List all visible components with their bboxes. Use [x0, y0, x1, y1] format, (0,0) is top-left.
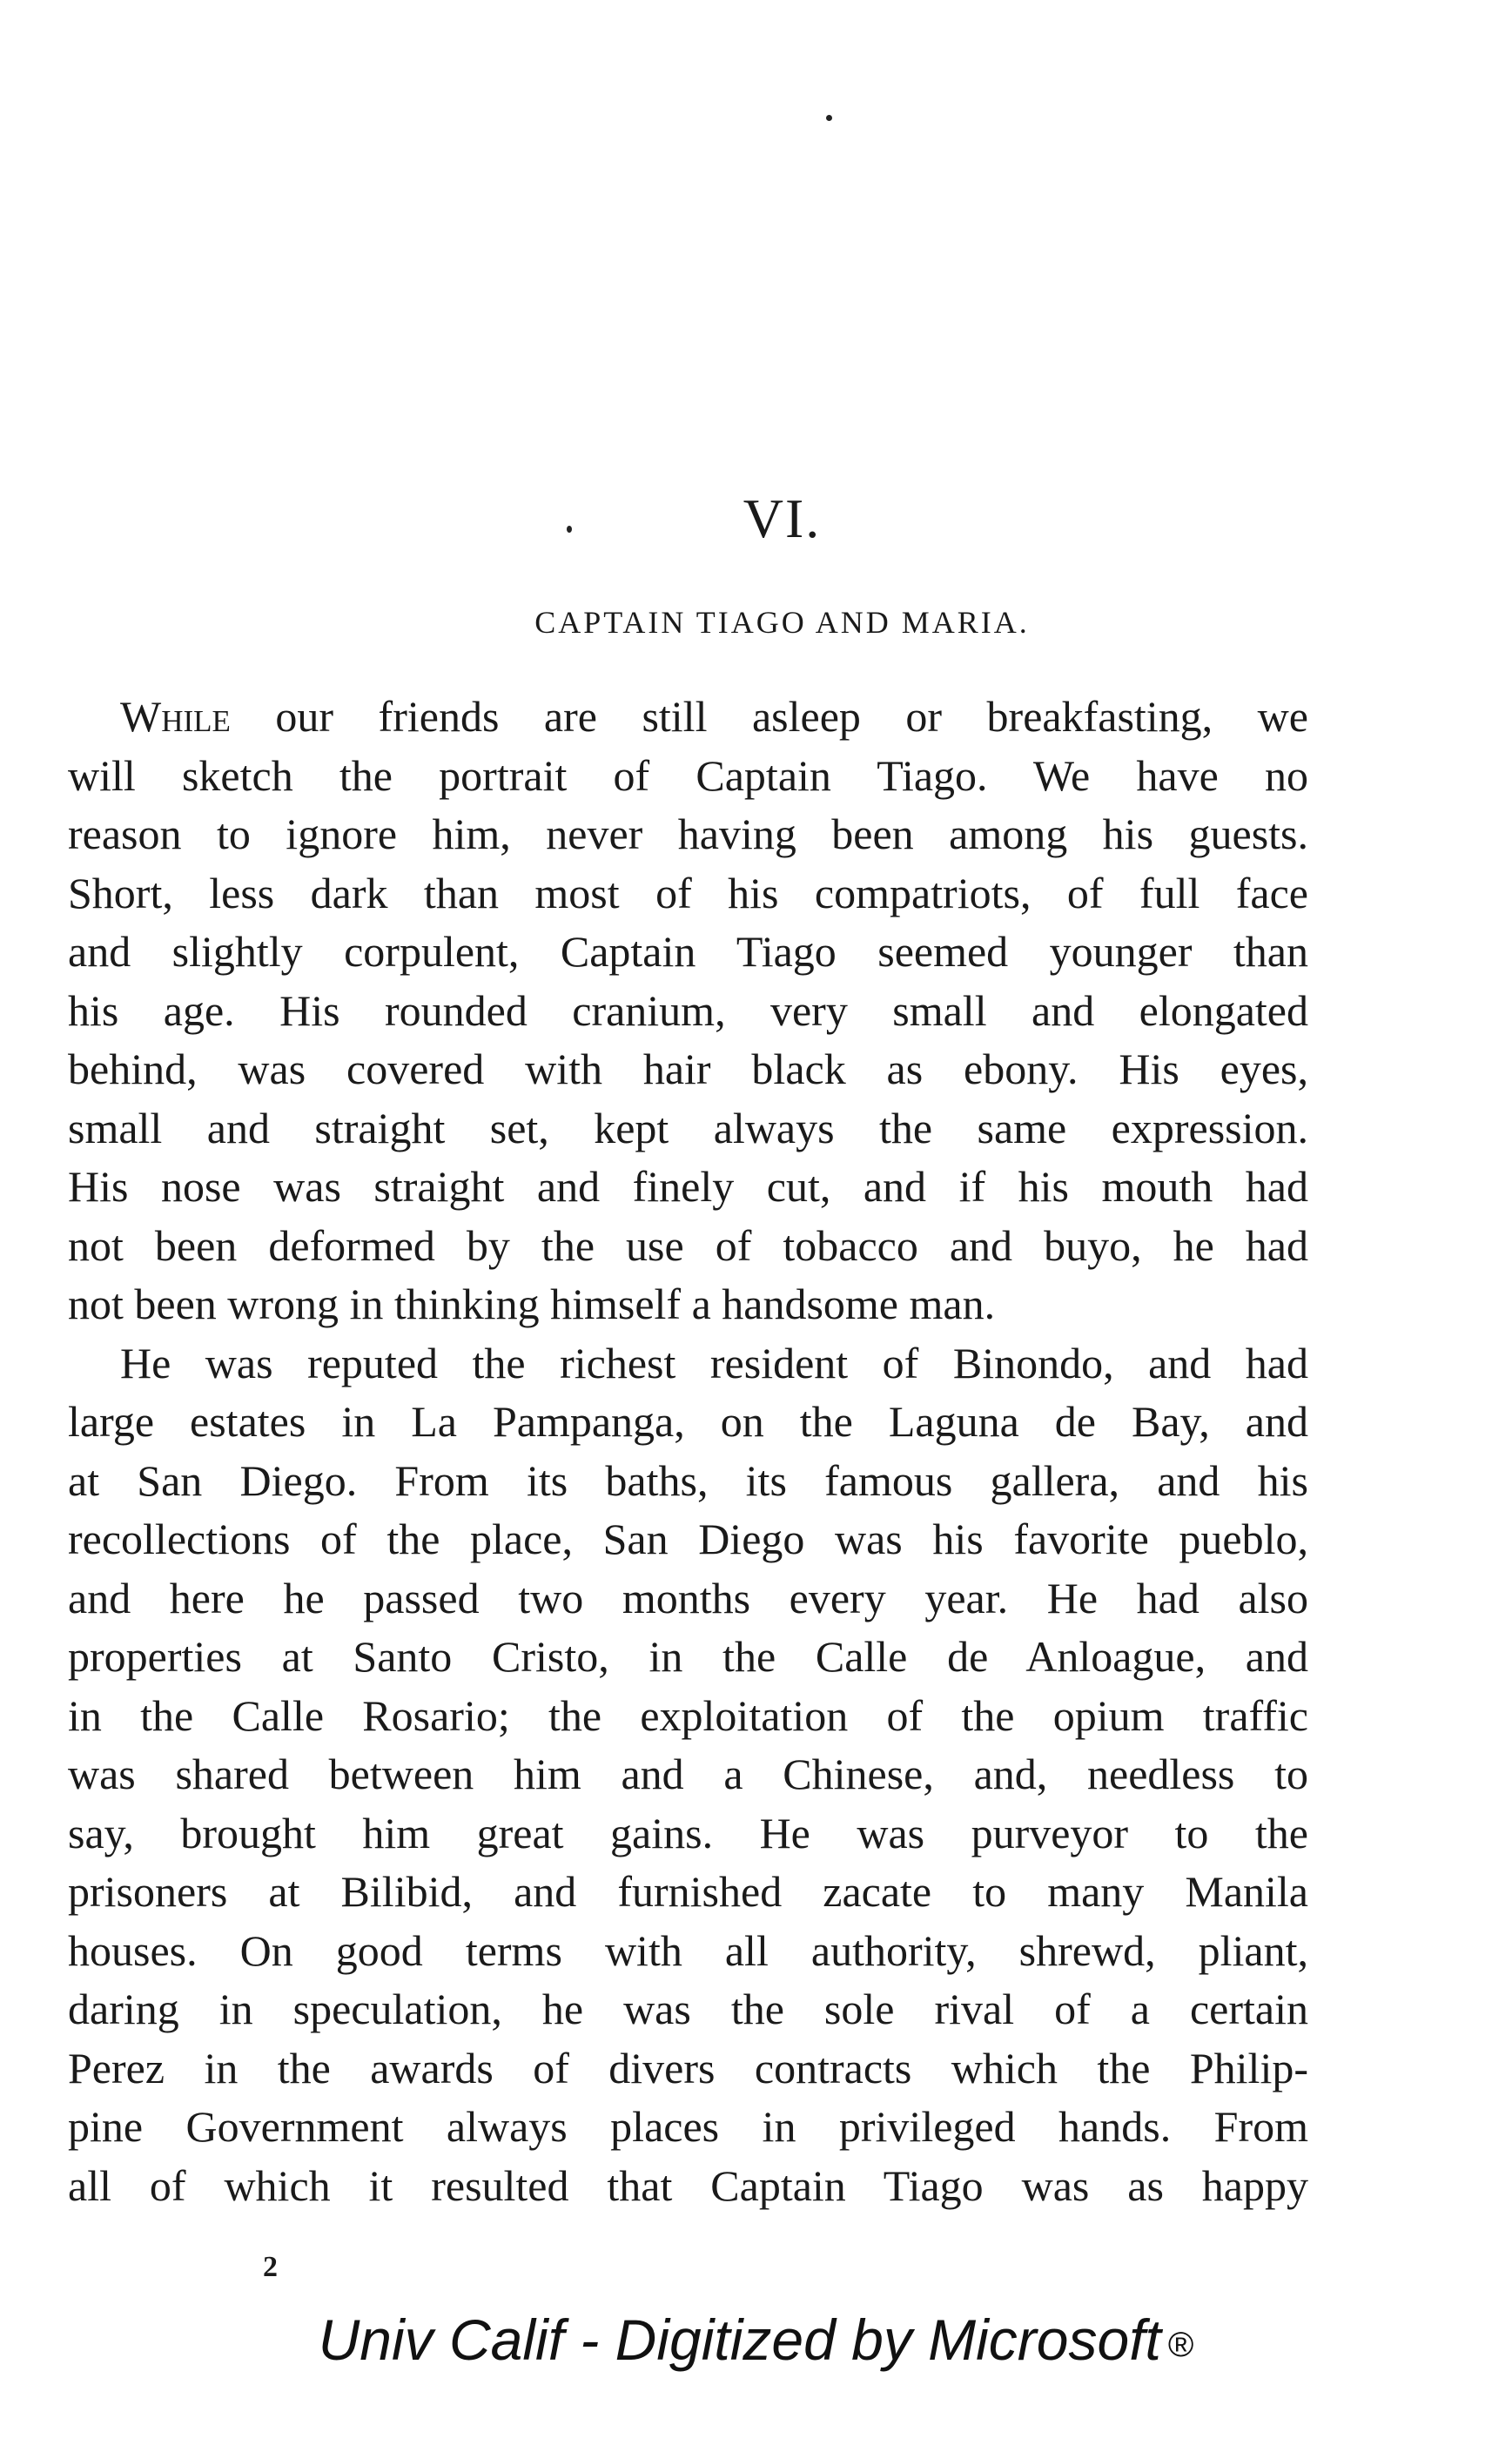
text-line: behind, was covered with hair black as ebony. His eyes, [68, 1044, 1308, 1093]
text-line: say, brought him great gains. He was purveyor to the [68, 1808, 1308, 1857]
text-line: reason to ignore him, never having been among his guests. [68, 809, 1308, 858]
signature-mark: 2 [263, 2251, 278, 2283]
text-line: his age. His rounded cranium, very small and elongated [68, 985, 1308, 1035]
text-line: pine Government always places in privileged hands. From [68, 2102, 1308, 2151]
ink-speck [826, 115, 832, 121]
text-line: at San Diego. From its baths, its famous gallera, and his [68, 1455, 1308, 1505]
chapter-title: CAPTAIN TIAGO AND MARIA. [534, 605, 1030, 640]
body-text [68, 688, 1308, 2215]
text-line: prisoners at Bilibid, and furnished zacate to many Manila [68, 1867, 1308, 1916]
text-line: will sketch the portrait of Captain Tiago. We have no [68, 750, 1308, 800]
text-line: Perez in the awards of divers contracts which the Philip- [68, 2043, 1308, 2092]
text-line: large estates in La Pampanga, on the Laguna de Bay, and [68, 1397, 1308, 1446]
watermark-text: Univ Calif - Digitized by Microsoft [318, 2307, 1161, 2372]
first-word: While [120, 692, 231, 741]
text-line: not been wrong in thinking himself a handsome man. [68, 1280, 996, 1328]
text-line: His nose was straight and finely cut, and if his mouth had [68, 1162, 1308, 1211]
text-line: not been deformed by the use of tobacco and buyo, he had [68, 1220, 1308, 1270]
digitization-watermark [0, 2305, 1512, 2380]
text-line: Short, less dark than most of his compatriots, of full face [68, 868, 1308, 917]
text-line: small and straight set, kept always the same expression. [68, 1103, 1308, 1152]
text-line: in the Calle Rosario; the exploitation of the opium traffic [68, 1690, 1308, 1740]
text-line: daring in speculation, he was the sole rival of a certain [68, 1985, 1308, 2033]
text-line: and here he passed two months every year. He had also [68, 1573, 1308, 1622]
text-line: and slightly corpulent, Captain Tiago seemed younger than [68, 927, 1308, 976]
text-line: While our friends are still asleep or breakfasting, we [120, 692, 1308, 741]
chapter-number: VI. [743, 487, 822, 549]
text-line: recollections of the place, San Diego was his favorite pueblo, [68, 1515, 1308, 1563]
text-line: was shared between him and a Chinese, and, needless to [68, 1750, 1308, 1798]
text-line: properties at Santo Cristo, in the Calle de Anloague, and [68, 1632, 1308, 1681]
registered-mark-icon: ® [1167, 2325, 1194, 2364]
text-line: all of which it resulted that Captain Tiago was as happy [68, 2160, 1308, 2210]
text-line: He was reputed the richest resident of Binondo, and had [120, 1338, 1308, 1387]
text-line: houses. On good terms with all authority, shrewd, pliant, [68, 1925, 1308, 1975]
